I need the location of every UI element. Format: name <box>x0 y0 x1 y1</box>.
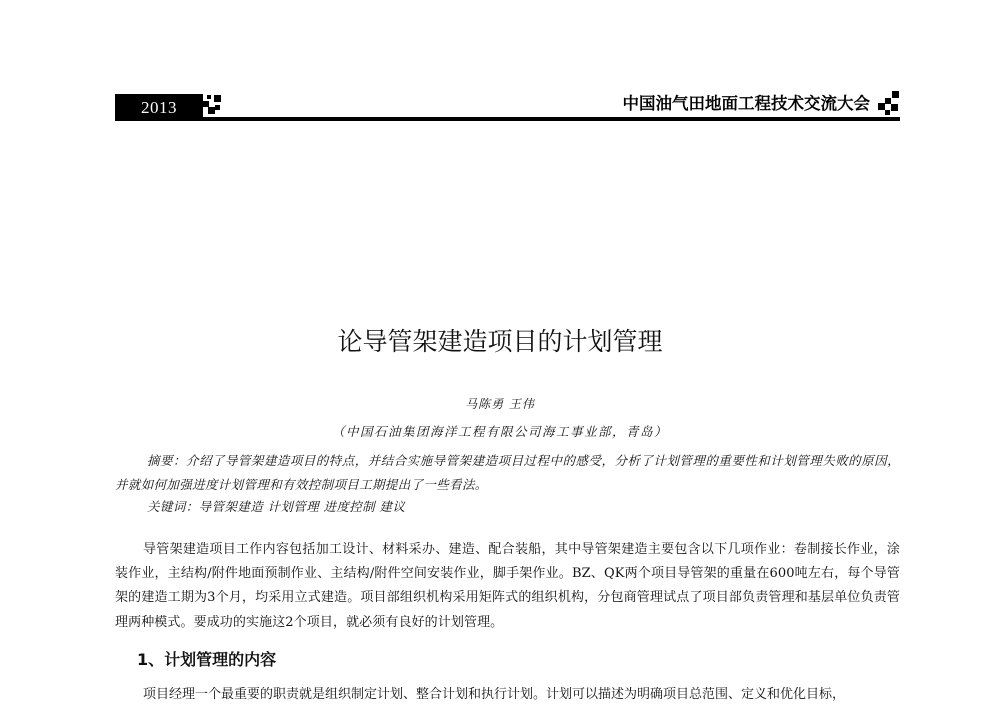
paper-abstract: 摘要：介绍了导管架建造项目的特点，并结合实施导管架建造项目过程中的感受，分析了计划管理的重要性和计划管理失败的原因，并就如何加强进度计划管理和有效控制项目工期提出了一些看法。 <box>115 453 900 492</box>
paper-keywords: 关键词：导管架建造 计划管理 进度控制 建议 <box>147 499 406 514</box>
section-1-paragraph: 项目经理一个最重要的职责就是组织制定计划、整合计划和执行计划。计划可以描述为明确项目总范围、定义和优化目标， <box>143 687 846 702</box>
paper-authors: 马陈勇 王伟 <box>465 397 535 411</box>
paper-affiliation: （中国石油集团海洋工程有限公司海工事业部，青岛） <box>331 424 668 439</box>
header-conference-name: 中国油气田地面工程技术交流大会 <box>622 94 870 113</box>
header-year: 2013 <box>115 94 203 121</box>
header-rule <box>115 117 900 121</box>
intro-paragraph: 导管架建造项目工作内容包括加工设计、材料采办、建造、配合装船，其中导管架建造主要包含以下几项作业：卷制接长作业，涂装作业，主结构/附件地面预制作业、主结构/附件空间安装作业，脚手架作业。BZ、QK两个项目导管架的重量在600吨左右，每个导管架的建造工期为3个月，均采用立式建造。项目部组织机构采用矩阵式的组织机构，分包商管理试点了项目部负责管理和基层单位负责管理两种模式。要成功的实施这2个项目，就必须有良好的计划管理。 <box>115 542 900 630</box>
header-left-mosaic-ornament <box>203 93 227 119</box>
section-1-heading: 1、计划管理的内容 <box>137 650 277 669</box>
header-right-mosaic-ornament <box>878 91 902 117</box>
paper-title: 论导管架建造项目的计划管理 <box>337 327 663 356</box>
